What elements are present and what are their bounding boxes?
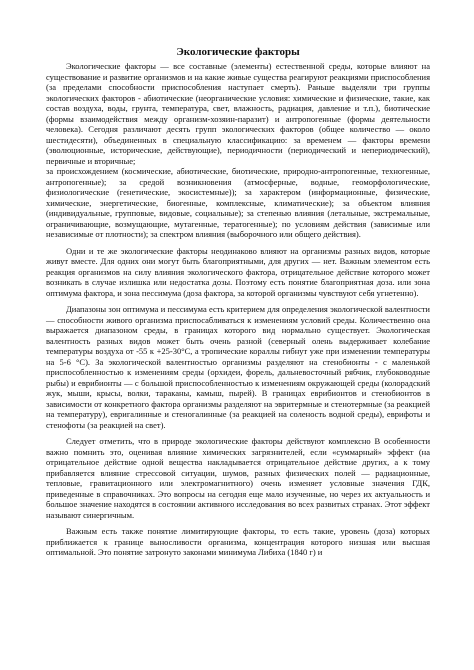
paragraph-dose: Одни и те же экологические факторы неодинаково влияют на организмы разных видов, которые живут вместе. Для одних они могут быть благоприятными, для других — нет. Важным элементом есть реакция организмов на силу влияния экологического фактора, отрицательное действие которого может возникать в случае излишка или недостатка дозы. Поэтому есть понятие благоприятная доза. или зона оптимума фактора, и зона пессимума (доза фактора, за которой организмы чувствуют себя угнетенно). (46, 245, 430, 298)
paragraph-synergy: Следует отметить, что в природе экологические факторы действуют комплексно В особенности важно помнить это, оценивая влияние химических загрязнителей, если «суммарный» эффект (на отрицательное действие одной вещества накладывается отрицательное действие других, а к тому прибавляется влияние стрессовой ситуации, шумов, разных физических полей — радиационные, тепловые, гравитационного или электромагнитного) очень изменяет условные значения ГДК, приведенные в справочниках. Это вопросы на сегодня еще мало изученные, но через их актуальность и большое значение находятся в состоянии активного исследования во всех развитых странах. Этот эффект называют синергичным. (46, 436, 430, 520)
paragraph-definition: Экологические факторы — все составные (элементы) естественной среды, которые влияют на существование и развитие организмов и на какие живые существа реагируют реакциями приспособления (за пределами способности приспособления наступает смерть). Раньше выделяли три группы экологических факторов - абиотические (неорганические условия: химические и физические, такие, как состав воздуха, воды, грунта, температура, свет, влажность, радиация, давление и т.п.), биотические (формы взаимодействия между организм-хозяин-паразит) и антропогенные (формы деятельности человека). Сегодня различают десять групп экологических факторов (общее количество — около шестидесяти), объединенных в специальную классификацию: за временем — факторы времени (эволюционные, исторические, действующие), периодичности (периодический и непериодический), первичные и вторичные; (46, 61, 430, 166)
paragraph-limiting-factors: Важным есть также понятие лимитирующие факторы, то есть такие, уровень (доза) которых приближается к границе выносливости организма, концентрация которого низшая или высшая оптимальной. Это понятие затронуто законами минимума Либиха (1840 г) и (46, 526, 430, 557)
paragraph-valence: Диапазоны зон оптимума и пессимума есть критерием для определения экологической валентности — способности живого организма приспосабливаться к изменениям условий среды. Количественно она выражается диапазоном среды, в границах которого вид нормально существует. Экологическая валентность разных видов может быть очень разной (северный олень выдерживает колебание температуры воздуха от -55 к +25-30°С, а тропические кораллы гибнут уже при изменении температуры на 5-6 °С). За экологической валентностью организмы разделяют на стенобионты - с маленькой приспособленностью к изменениям среды (орхидеи, форель, дальневосточный рябчик, глубоководные рыбы) и еврибионты — с большой приспособленностью к изменениям окружающей среды (колорадский жук, мыши, крысы, волки, тараканы, камыш, пырей). В границах еврибионтов и стенобионтов в зависимости от конкретного фактора организмы разделяют на эвритермные и стенотермные (за реакцией на температуру), евригалинные и стеногалинные (за реакцией на соленость водной среды), еврифоты и стенофоты (за реакцией на свет). (46, 304, 430, 430)
paragraph-classification: за происхождением (космические, абиотические, биотические, природно-антропогенные, техногенные, антропогенные); за средой возникновения (атмосферные, водные, геоморфологические, физиологические (генетические, экосистемные)); за характером (информационные, физические, химические, энергетические, биогенные, комплексные, климатические); за объектом влияния (индивидуальные, групповые, видовые, социальные); за степенью влияния (летальные, экстремальные, ограничивающие, возмущающие, мутагенные, тератогенные); по условиям действия (зависимые или независимые от плотности); за спектром влияния (выборочного или общего действия). (46, 166, 430, 239)
document-title: Экологические факторы (176, 46, 300, 58)
